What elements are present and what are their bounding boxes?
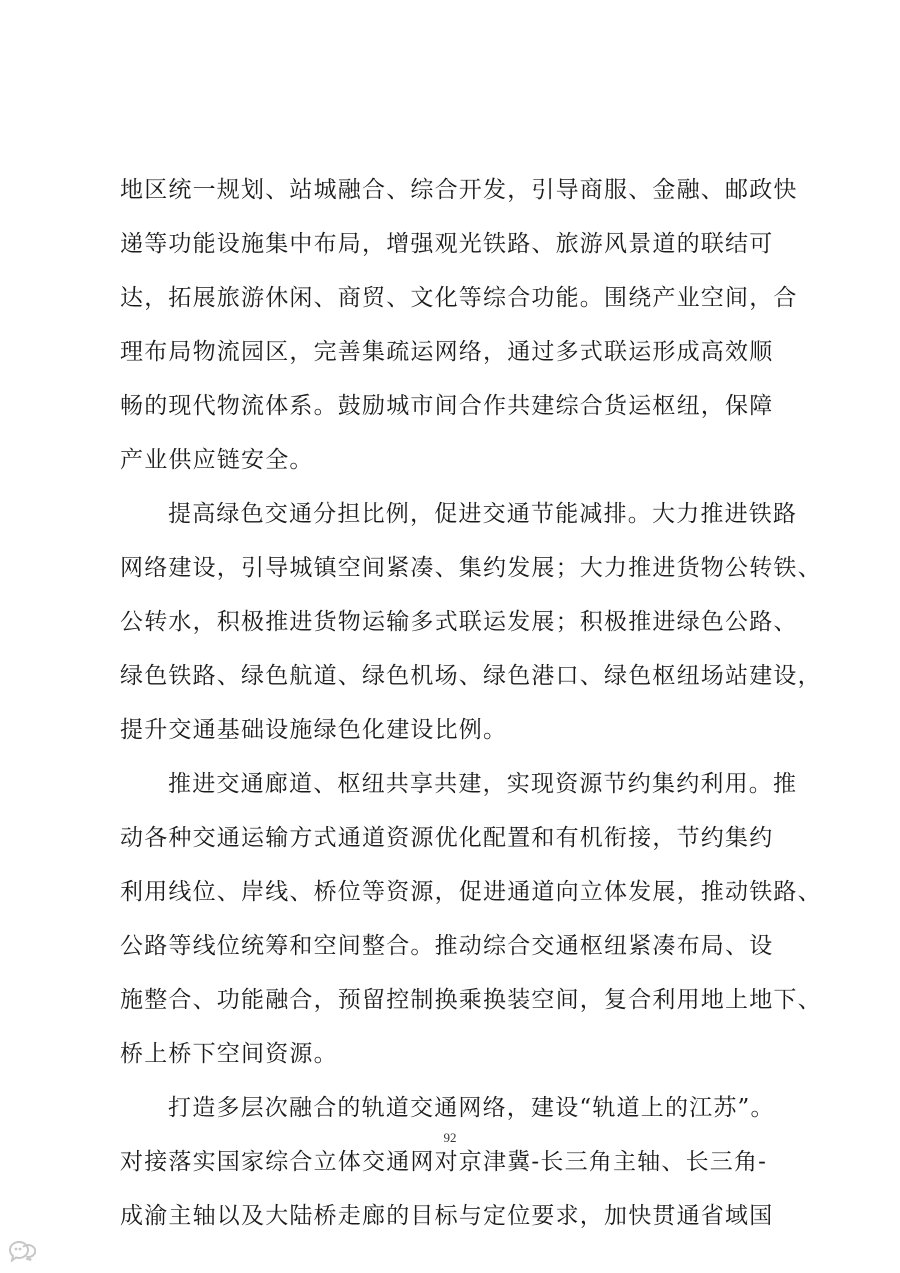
text-line: 推进交通廊道、枢纽共享共建，实现资源节约集约利用。推 (168, 771, 798, 797)
text-line: 地区统一规划、站城融合、综合开发，引导商服、金融、邮政快 (120, 177, 798, 203)
text-line: 公路等线位统筹和空间整合。推动综合交通枢纽紧凑布局、设 (120, 933, 774, 959)
text-line: 对接落实国家综合立体交通网对京津冀-长三角主轴、长三角- (120, 1149, 768, 1175)
text-line: 施整合、功能融合，预留控制换乘换装空间，复合利用地上地下、 (120, 987, 822, 1013)
body-text (120, 163, 822, 1243)
text-line: 打造多层次融合的轨道交通网络，建设“轨道上的江苏”。 (168, 1095, 775, 1121)
page-number: 92 (443, 1130, 457, 1145)
paragraph-3 (120, 757, 822, 1081)
watermark (6, 1238, 36, 1262)
text-line: 提高绿色交通分担比例，促进交通节能减排。大力推进铁路 (168, 501, 798, 527)
text-line: 利用线位、岸线、桥位等资源，促进通道向立体发展，推动铁路、 (120, 879, 822, 905)
paragraph-4 (120, 1081, 780, 1243)
text-line: 网络建设，引导城镇空间紧凑、集约发展；大力推进货物公转铁、 (120, 555, 822, 581)
text-line: 成渝主轴以及大陆桥走廊的目标与定位要求，加快贯通省域国 (120, 1203, 774, 1229)
text-line: 动各种交通运输方式通道资源优化配置和有机衔接，节约集约 (120, 825, 774, 851)
text-line: 理布局物流园区，完善集疏运网络，通过多式联运形成高效顺 (120, 339, 774, 365)
chat-bubble-logo-icon (6, 1238, 36, 1262)
text-line: 达，拓展旅游休闲、商贸、文化等综合功能。围绕产业空间，合 (120, 285, 798, 311)
text-line: 提升交通基础设施绿色化建设比例。 (120, 717, 508, 743)
text-line: 畅的现代物流体系。鼓励城市间合作共建综合货运枢纽，保障 (120, 393, 774, 419)
paragraph-2 (120, 487, 822, 757)
paragraph-1 (120, 163, 798, 487)
text-line: 产业供应链安全。 (120, 447, 314, 473)
text-line: 绿色铁路、绿色航道、绿色机场、绿色港口、绿色枢纽场站建设， (120, 663, 822, 689)
text-line: 公转水，积极推进货物运输多式联运发展；积极推进绿色公路、 (120, 609, 798, 635)
text-line: 递等功能设施集中布局，增强观光铁路、旅游风景道的联结可 (120, 231, 774, 257)
text-line: 桥上桥下空间资源。 (120, 1041, 338, 1067)
